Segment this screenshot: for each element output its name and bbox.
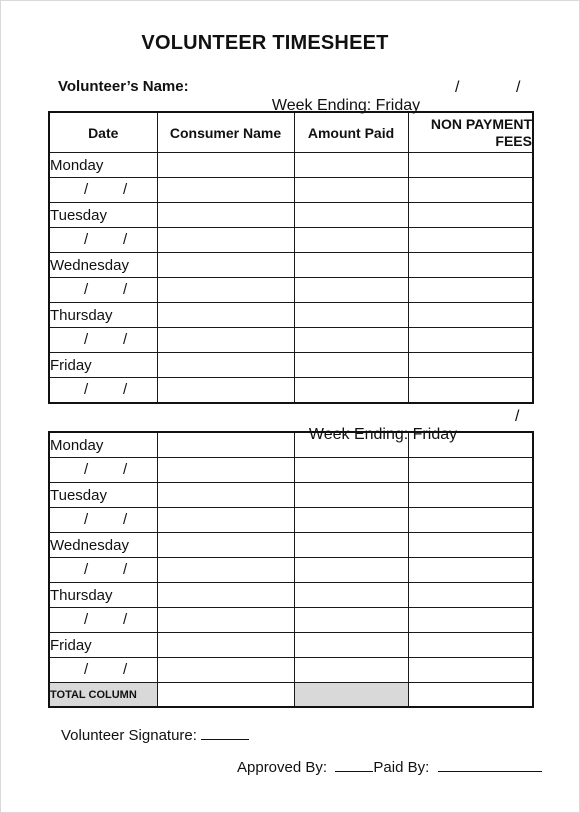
date-slash: / xyxy=(123,561,128,578)
table-row xyxy=(49,178,533,203)
table-row xyxy=(49,558,533,583)
column-header-consumer-name: Consumer Name xyxy=(157,112,294,153)
timesheet-table-week-1 xyxy=(48,111,534,404)
amount-paid-cell[interactable] xyxy=(294,508,408,533)
day-label: Monday xyxy=(49,432,157,458)
consumer-name-cell[interactable] xyxy=(157,458,294,483)
total-spacer-cell xyxy=(157,683,294,708)
consumer-name-cell[interactable] xyxy=(157,558,294,583)
amount-paid-cell[interactable] xyxy=(294,203,408,228)
date-slash: / xyxy=(84,511,89,528)
date-slash: / xyxy=(123,231,128,248)
column-header-amount-paid: Amount Paid xyxy=(294,112,408,153)
consumer-name-cell[interactable] xyxy=(157,483,294,508)
non-payment-fees-cell[interactable] xyxy=(408,458,533,483)
table-row xyxy=(49,533,533,558)
table-row xyxy=(49,153,533,178)
date-slash: / xyxy=(84,381,89,398)
amount-paid-cell[interactable] xyxy=(294,153,408,178)
table-row xyxy=(49,303,533,328)
column-header-non-payment-fees xyxy=(408,112,533,153)
date-entry-cell[interactable] xyxy=(49,278,157,303)
table-row xyxy=(49,353,533,378)
table-row xyxy=(49,633,533,658)
date-slash: / xyxy=(123,511,128,528)
table-header-row xyxy=(49,112,533,153)
date-entry-cell[interactable] xyxy=(49,508,157,533)
day-label: Thursday xyxy=(49,583,157,608)
date-slash: / xyxy=(123,331,128,348)
consumer-name-cell[interactable] xyxy=(157,303,294,328)
non-payment-fees-cell[interactable] xyxy=(408,178,533,203)
date-slash: / xyxy=(123,381,128,398)
week-ending-label: Week Ending: Friday xyxy=(271,97,421,114)
total-column-label: TOTAL COLUMN xyxy=(49,683,157,708)
date-slash: / xyxy=(84,561,89,578)
non-payment-fees-cell[interactable] xyxy=(408,483,533,508)
consumer-name-cell[interactable] xyxy=(157,633,294,658)
amount-paid-cell[interactable] xyxy=(294,583,408,608)
amount-paid-cell[interactable] xyxy=(294,483,408,508)
date-entry-cell[interactable] xyxy=(49,328,157,353)
amount-paid-total-cell[interactable] xyxy=(294,683,408,708)
amount-paid-cell[interactable] xyxy=(294,633,408,658)
amount-paid-cell[interactable] xyxy=(294,228,408,253)
date-slash: / xyxy=(84,461,89,478)
non-payment-fees-cell[interactable] xyxy=(408,508,533,533)
total-row xyxy=(49,683,533,708)
date-entry-cell[interactable] xyxy=(49,558,157,583)
fees-header-line-2: FEES xyxy=(495,132,532,149)
consumer-name-cell[interactable] xyxy=(157,583,294,608)
approved-by-label: Approved By: xyxy=(237,759,328,776)
non-payment-fees-cell[interactable] xyxy=(408,153,533,178)
date-slash: / xyxy=(84,661,89,678)
table-row xyxy=(49,328,533,353)
amount-paid-cell[interactable] xyxy=(294,608,408,633)
non-payment-fees-cell[interactable] xyxy=(408,658,533,683)
volunteer-name-label: Volunteer’s Name: xyxy=(58,78,189,95)
timesheet-table-week-2 xyxy=(48,431,534,708)
amount-paid-cell[interactable] xyxy=(294,278,408,303)
date-entry-cell[interactable] xyxy=(49,608,157,633)
day-label: Friday xyxy=(49,353,157,378)
volunteer-signature-field[interactable] xyxy=(201,726,249,740)
day-label: Wednesday xyxy=(49,253,157,278)
amount-paid-cell[interactable] xyxy=(294,253,408,278)
amount-paid-cell[interactable] xyxy=(294,303,408,328)
date-entry-cell[interactable] xyxy=(49,378,157,404)
day-label: Monday xyxy=(49,153,157,178)
paid-by-field[interactable] xyxy=(438,758,542,772)
non-payment-fees-cell[interactable] xyxy=(408,253,533,278)
consumer-name-cell[interactable] xyxy=(157,203,294,228)
consumer-name-cell[interactable] xyxy=(157,608,294,633)
total-spacer-cell xyxy=(408,683,533,708)
table-row xyxy=(49,278,533,303)
amount-paid-cell[interactable] xyxy=(294,558,408,583)
date-slash: / xyxy=(84,231,89,248)
amount-paid-cell[interactable] xyxy=(294,432,408,458)
amount-paid-cell[interactable] xyxy=(294,658,408,683)
consumer-name-cell[interactable] xyxy=(157,228,294,253)
amount-paid-cell[interactable] xyxy=(294,458,408,483)
day-label: Thursday xyxy=(49,303,157,328)
consumer-name-cell[interactable] xyxy=(157,432,294,458)
volunteer-signature-line xyxy=(61,726,249,744)
date-slash: / xyxy=(455,79,460,96)
day-label: Tuesday xyxy=(49,203,157,228)
approval-line xyxy=(237,758,542,776)
consumer-name-cell[interactable] xyxy=(157,658,294,683)
amount-paid-cell[interactable] xyxy=(294,353,408,378)
date-slash: / xyxy=(123,181,128,198)
non-payment-fees-cell[interactable] xyxy=(408,228,533,253)
date-slash: / xyxy=(123,281,128,298)
date-slash: / xyxy=(123,611,128,628)
non-payment-fees-cell[interactable] xyxy=(408,432,533,458)
date-slash: / xyxy=(84,611,89,628)
non-payment-fees-cell[interactable] xyxy=(408,608,533,633)
date-entry-cell[interactable] xyxy=(49,658,157,683)
week-ending-label: Week Ending: Friday xyxy=(308,426,458,443)
date-slash: / xyxy=(84,181,89,198)
amount-paid-cell[interactable] xyxy=(294,178,408,203)
date-slash: / xyxy=(123,661,128,678)
amount-paid-cell[interactable] xyxy=(294,328,408,353)
consumer-name-cell[interactable] xyxy=(157,253,294,278)
non-payment-fees-cell[interactable] xyxy=(408,633,533,658)
table-row xyxy=(49,378,533,404)
column-header-date: Date xyxy=(49,112,157,153)
approved-by-field[interactable] xyxy=(335,758,373,772)
table-row xyxy=(49,508,533,533)
amount-paid-cell[interactable] xyxy=(294,378,408,404)
table-row xyxy=(49,658,533,683)
date-slash: / xyxy=(515,408,520,425)
non-payment-fees-cell[interactable] xyxy=(408,378,533,404)
table-row xyxy=(49,253,533,278)
table-row xyxy=(49,458,533,483)
date-slash: / xyxy=(84,331,89,348)
non-payment-fees-cell[interactable] xyxy=(408,278,533,303)
fees-header-line-1: NON PAYMENT xyxy=(430,115,532,132)
consumer-name-cell[interactable] xyxy=(157,508,294,533)
volunteer-signature-label: Volunteer Signature: xyxy=(61,727,197,744)
non-payment-fees-cell[interactable] xyxy=(408,353,533,378)
table-row xyxy=(49,608,533,633)
consumer-name-cell[interactable] xyxy=(157,278,294,303)
day-label: Tuesday xyxy=(49,483,157,508)
non-payment-fees-cell[interactable] xyxy=(408,533,533,558)
table-row xyxy=(49,203,533,228)
consumer-name-cell[interactable] xyxy=(157,178,294,203)
consumer-name-cell[interactable] xyxy=(157,378,294,404)
non-payment-fees-cell[interactable] xyxy=(408,203,533,228)
table-row xyxy=(49,432,533,458)
paid-by-label: Paid By: xyxy=(373,759,430,776)
date-entry-cell[interactable] xyxy=(49,178,157,203)
page-title: VOLUNTEER TIMESHEET xyxy=(141,32,389,54)
non-payment-fees-cell[interactable] xyxy=(408,328,533,353)
amount-paid-cell[interactable] xyxy=(294,533,408,558)
date-entry-cell[interactable] xyxy=(49,228,157,253)
date-slash: / xyxy=(516,79,521,96)
table-row xyxy=(49,583,533,608)
non-payment-fees-cell[interactable] xyxy=(408,583,533,608)
table-row xyxy=(49,228,533,253)
consumer-name-cell[interactable] xyxy=(157,533,294,558)
date-slash: / xyxy=(123,461,128,478)
day-label: Friday xyxy=(49,633,157,658)
date-entry-cell[interactable] xyxy=(49,458,157,483)
non-payment-fees-cell[interactable] xyxy=(408,303,533,328)
consumer-name-cell[interactable] xyxy=(157,328,294,353)
consumer-name-cell[interactable] xyxy=(157,353,294,378)
table-row xyxy=(49,483,533,508)
day-label: Wednesday xyxy=(49,533,157,558)
date-slash: / xyxy=(84,281,89,298)
non-payment-fees-cell[interactable] xyxy=(408,558,533,583)
consumer-name-cell[interactable] xyxy=(157,153,294,178)
